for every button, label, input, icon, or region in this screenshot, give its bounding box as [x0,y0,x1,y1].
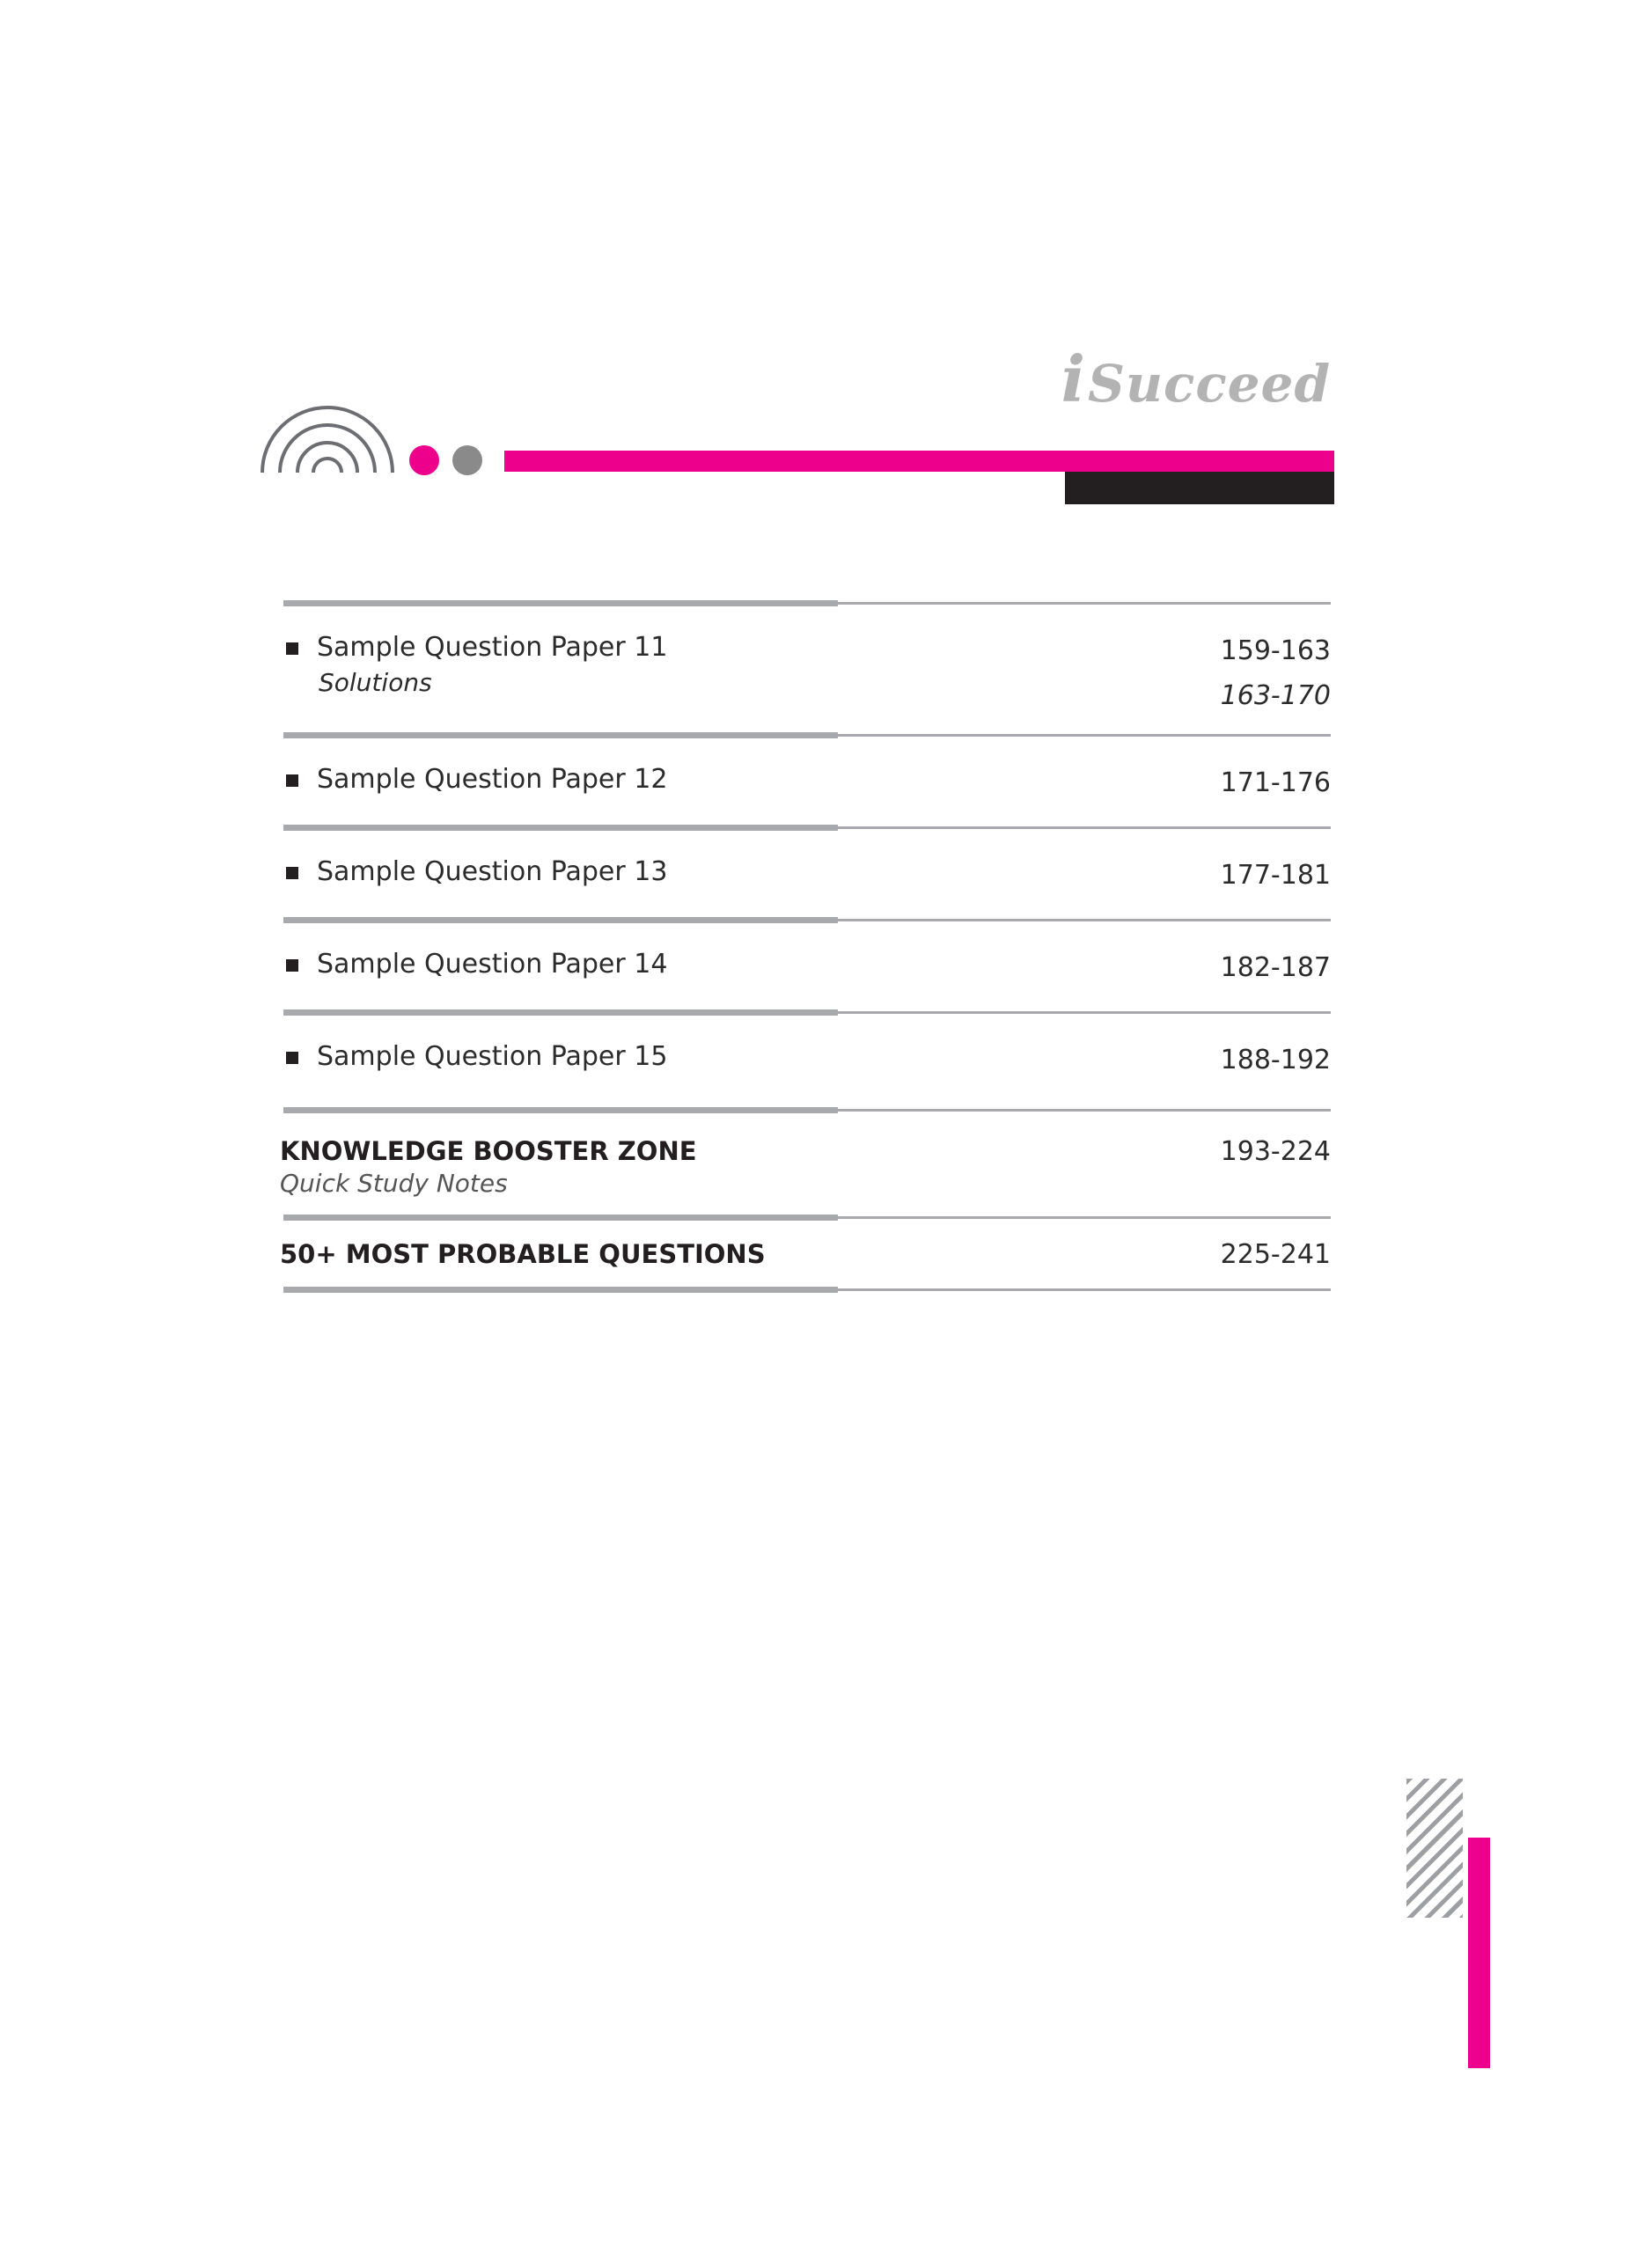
arcs-decoration-icon [257,400,398,480]
toc-section-subtitle: Quick Study Notes [280,1169,508,1198]
hatch-decoration [1406,1779,1463,1918]
header-accent-bar [504,451,1334,472]
bullet-icon [286,867,298,879]
pink-dot-icon [409,445,439,475]
toc-section-title: KNOWLEDGE BOOSTER ZONE [280,1136,697,1166]
toc-separator [283,1287,1331,1294]
toc-entry-title: Sample Question Paper 11 [317,632,668,663]
toc-entry-title: Sample Question Paper 15 [317,1041,668,1072]
brand-logo-i: i [1061,341,1086,416]
corner-accent-bar [1468,1838,1490,2068]
toc-entry-pages: 171-176 [1220,767,1331,798]
toc-separator [283,732,1331,739]
toc-entry-pages: 177-181 [1220,860,1331,891]
bullet-icon [286,1052,298,1064]
toc-separator [283,600,1331,607]
brand-logo [1061,341,1331,416]
toc-separator [283,1215,1331,1222]
toc-entry-pages: 159-163 [1220,635,1331,666]
toc-entry-sub-pages: 163-170 [1220,680,1331,711]
toc-entry-subtitle: Solutions [319,668,432,697]
toc-entry-pages: 182-187 [1220,952,1331,983]
brand-logo-text: Succeed [1087,354,1331,414]
toc-separator [283,825,1331,832]
toc-section-title: 50+ MOST PROBABLE QUESTIONS [280,1239,766,1269]
toc-entry-title: Sample Question Paper 14 [317,949,668,980]
toc-section-pages: 193-224 [1220,1136,1331,1167]
header-dark-bar [1065,472,1334,504]
toc-separator [283,1009,1331,1016]
toc-section-pages: 225-241 [1220,1239,1331,1270]
bullet-icon [286,774,298,787]
toc-entry-title: Sample Question Paper 13 [317,856,668,887]
bullet-icon [286,959,298,972]
toc-entry-pages: 188-192 [1220,1045,1331,1075]
gray-dot-icon [452,445,482,475]
bullet-icon [286,642,298,655]
toc-entry-title: Sample Question Paper 12 [317,764,668,795]
toc-separator [283,1107,1331,1114]
toc-separator [283,917,1331,924]
